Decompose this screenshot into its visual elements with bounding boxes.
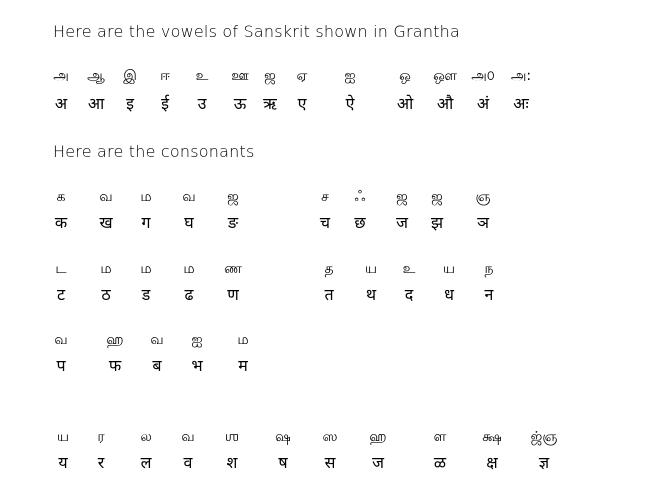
vowel-grantha-glyph-1: அ: [53, 68, 69, 84]
velar-devanagari-glyph-5: ङ: [227, 213, 239, 232]
retroflex-devanagari-glyph-1: ट: [56, 285, 66, 304]
other-devanagari-glyph-7: स: [324, 453, 336, 472]
other-grantha-glyph-1: ய: [56, 429, 70, 445]
other-devanagari-glyph-1: य: [58, 453, 68, 472]
other-grantha-glyph-10: க்ஷ: [482, 429, 502, 445]
labial-devanagari-glyph-3: ब: [152, 356, 162, 375]
vowel-grantha-glyph-12: அ௦: [471, 68, 495, 84]
other-devanagari-glyph-6: ष: [278, 453, 288, 472]
labial-grantha-glyph-5: ம: [237, 332, 249, 348]
vowel-devanagari-glyph-4: ई: [161, 94, 169, 113]
other-devanagari-glyph-5: श: [226, 453, 238, 472]
retroflex-grantha-glyph-5: ண: [224, 261, 242, 277]
palatal-devanagari-glyph-3: ज: [396, 213, 408, 232]
other-grantha-glyph-6: ஷ: [275, 429, 291, 445]
vowel-grantha-glyph-13: அ꞉: [510, 68, 532, 84]
vowel-grantha-glyph-9: ஐ: [344, 68, 356, 84]
labial-grantha-glyph-2: ஹ: [106, 332, 124, 348]
dental-devanagari-glyph-4: ध: [444, 285, 454, 304]
retroflex-grantha-glyph-4: ம: [183, 261, 195, 277]
vowel-grantha-glyph-8: ஏ: [296, 68, 308, 84]
retroflex-devanagari-glyph-5: ण: [227, 285, 239, 304]
palatal-grantha-glyph-4: ஜ: [431, 189, 443, 205]
velar-grantha-glyph-4: வ: [182, 189, 196, 205]
dental-grantha-glyph-3: உ: [402, 261, 416, 277]
other-grantha-glyph-2: ர: [97, 429, 105, 445]
vowel-grantha-glyph-2: ஆ: [87, 68, 105, 84]
velar-grantha-glyph-5: ஜ: [227, 189, 239, 205]
palatal-devanagari-glyph-5: ञ: [477, 213, 489, 232]
vowel-grantha-glyph-5: உ: [195, 68, 209, 84]
vowel-devanagari-glyph-13: अः: [513, 94, 529, 113]
other-grantha-glyph-7: ஸ: [322, 429, 338, 445]
retroflex-devanagari-glyph-4: ढ: [184, 285, 194, 304]
vowel-devanagari-glyph-12: अं: [476, 94, 490, 113]
dental-grantha-glyph-2: ய: [364, 261, 378, 277]
vowel-devanagari-glyph-2: आ: [87, 94, 105, 113]
velar-devanagari-glyph-1: क: [54, 213, 68, 232]
velar-devanagari-glyph-4: घ: [184, 213, 194, 232]
velar-devanagari-glyph-3: ग: [141, 213, 151, 232]
other-devanagari-glyph-2: र: [97, 453, 105, 472]
vowel-devanagari-glyph-6: ऊ: [233, 94, 247, 113]
vowel-devanagari-glyph-7: ऋ: [263, 94, 277, 113]
vowel-grantha-glyph-3: இ: [123, 68, 137, 84]
other-grantha-glyph-4: வ: [181, 429, 195, 445]
palatal-grantha-glyph-3: ஜ: [396, 189, 408, 205]
vowel-grantha-glyph-7: ஜ: [264, 68, 276, 84]
palatal-grantha-glyph-2: ஃ: [354, 189, 366, 205]
other-grantha-glyph-11: ஜ்ஞ: [530, 429, 558, 445]
labial-grantha-glyph-1: வ: [54, 332, 68, 348]
retroflex-devanagari-glyph-3: ड: [141, 285, 151, 304]
other-devanagari-glyph-9: ळ: [433, 453, 447, 472]
vowel-devanagari-glyph-5: उ: [197, 94, 207, 113]
labial-grantha-glyph-3: வ: [150, 332, 164, 348]
other-grantha-glyph-3: ல: [140, 429, 152, 445]
vowels-heading: Here are the vowels of Sanskrit shown in Grantha: [53, 22, 460, 41]
vowel-devanagari-glyph-1: अ: [54, 94, 68, 113]
other-devanagari-glyph-3: ल: [140, 453, 152, 472]
vowel-devanagari-glyph-11: औ: [436, 94, 454, 113]
retroflex-grantha-glyph-2: ம: [100, 261, 112, 277]
palatal-grantha-glyph-5: ஞ: [475, 189, 491, 205]
labial-devanagari-glyph-2: फ: [108, 356, 122, 375]
palatal-devanagari-glyph-4: झ: [430, 213, 444, 232]
retroflex-grantha-glyph-1: ட: [55, 261, 67, 277]
other-devanagari-glyph-11: ज्ञ: [538, 453, 550, 472]
retroflex-devanagari-glyph-2: ठ: [101, 285, 111, 304]
palatal-devanagari-glyph-2: छ: [354, 213, 366, 232]
other-devanagari-glyph-8: ज: [372, 453, 384, 472]
palatal-grantha-glyph-1: ச: [321, 189, 329, 205]
velar-grantha-glyph-3: ம: [140, 189, 152, 205]
dental-devanagari-glyph-1: त: [324, 285, 334, 304]
velar-grantha-glyph-2: வ: [99, 189, 113, 205]
vowel-grantha-glyph-11: ஔ: [433, 68, 457, 84]
labial-grantha-glyph-4: ஐ: [191, 332, 203, 348]
dental-grantha-glyph-5: ந: [484, 261, 494, 277]
vowel-grantha-glyph-4: ஈ: [160, 68, 170, 84]
vowel-devanagari-glyph-9: ऐ: [345, 94, 355, 113]
consonants-heading: Here are the consonants: [53, 142, 255, 161]
other-grantha-glyph-8: ஹ: [369, 429, 387, 445]
vowel-devanagari-glyph-8: ए: [297, 94, 307, 113]
velar-grantha-glyph-1: க: [56, 189, 66, 205]
labial-devanagari-glyph-1: प: [56, 356, 66, 375]
other-grantha-glyph-5: ஶ: [224, 429, 240, 445]
vowel-grantha-glyph-6: ஊ: [231, 68, 249, 84]
vowel-devanagari-glyph-10: ओ: [396, 94, 414, 113]
dental-grantha-glyph-4: ய: [442, 261, 456, 277]
dental-devanagari-glyph-2: थ: [365, 285, 377, 304]
vowel-devanagari-glyph-3: इ: [126, 94, 134, 113]
other-devanagari-glyph-10: क्ष: [486, 453, 498, 472]
retroflex-grantha-glyph-3: ம: [140, 261, 152, 277]
vowel-grantha-glyph-10: ஒ: [399, 68, 411, 84]
dental-devanagari-glyph-5: न: [484, 285, 494, 304]
dental-devanagari-glyph-3: द: [404, 285, 414, 304]
labial-devanagari-glyph-5: म: [238, 356, 248, 375]
velar-devanagari-glyph-2: ख: [99, 213, 113, 232]
other-grantha-glyph-9: ள: [433, 429, 447, 445]
other-devanagari-glyph-4: व: [183, 453, 193, 472]
dental-grantha-glyph-1: த: [324, 261, 334, 277]
labial-devanagari-glyph-4: भ: [191, 356, 203, 375]
palatal-devanagari-glyph-1: च: [319, 213, 331, 232]
